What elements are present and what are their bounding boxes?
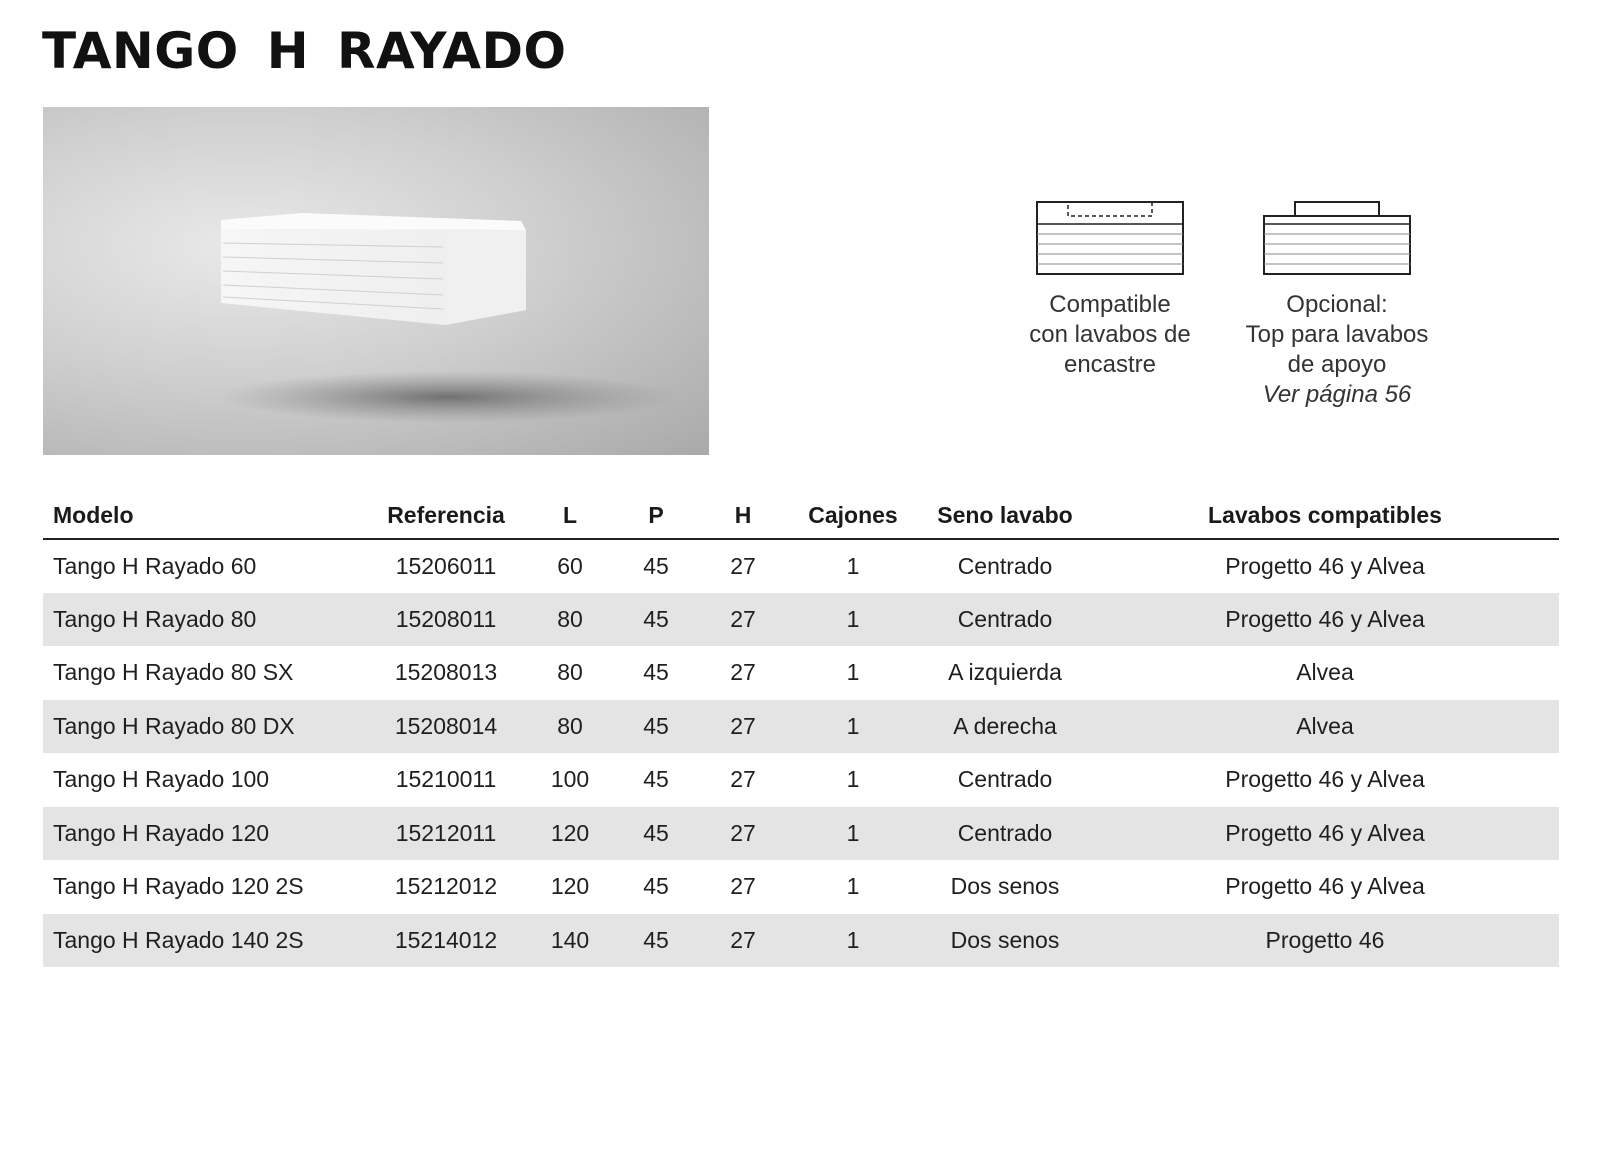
cell-seno-lavabo: A izquierda	[948, 659, 1062, 686]
cell-modelo: Tango H Rayado 120	[43, 807, 365, 861]
table-row	[43, 539, 1559, 593]
cell-h: 27	[699, 700, 787, 754]
cell-seno-lavabo: Centrado	[957, 552, 1053, 579]
cell-h: 27	[730, 873, 756, 900]
cell-lavabos-compatibles: Progetto 46 y Alvea	[1225, 766, 1425, 793]
table-row	[43, 593, 1559, 647]
table-row	[43, 807, 1559, 861]
table-row	[43, 646, 1559, 700]
cell-lavabos-compatibles: Progetto 46 y Alvea	[1225, 552, 1425, 579]
header-l: L	[527, 493, 613, 539]
cell-p: 45	[613, 593, 699, 647]
cell-modelo: Tango H Rayado 80	[43, 593, 365, 647]
cell-cajones: 1	[846, 766, 860, 793]
cell-modelo: Tango H Rayado 140 2S	[43, 914, 365, 968]
cell-seno-lavabo: Centrado	[957, 766, 1053, 793]
cell-l: 80	[527, 593, 613, 647]
cell-cajones: 1	[787, 807, 919, 861]
product-photo	[43, 107, 709, 455]
table-row	[43, 753, 1559, 807]
cell-modelo: Tango H Rayado 100	[53, 766, 270, 793]
inset-basin-icon	[1035, 200, 1185, 276]
cell-p: 45	[613, 700, 699, 754]
header-lavabos-compatibles: Lavabos compatibles	[1091, 493, 1559, 539]
cell-l: 80	[527, 700, 613, 754]
page-reference-note[interactable]: Ver página 56	[1262, 381, 1412, 408]
cell-referencia: 15206011	[395, 552, 497, 579]
cell-h: 27	[699, 914, 787, 968]
cell-modelo: Tango H Rayado 80 DX	[43, 700, 365, 754]
table-row	[43, 914, 1559, 968]
diagram-top-apoyo	[1222, 200, 1452, 410]
cell-referencia: 15214012	[365, 914, 527, 968]
cell-seno-lavabo: Centrado	[919, 807, 1091, 861]
cell-l: 140	[527, 914, 613, 968]
diagram-caption: Compatible con lavabos de encastre	[1029, 291, 1191, 378]
cell-seno-lavabo: Dos senos	[919, 914, 1091, 968]
cell-l: 100	[550, 766, 590, 793]
cell-l: 60	[557, 552, 583, 579]
cell-lavabos-compatibles: Progetto 46 y Alvea	[1091, 807, 1559, 861]
header-modelo: Modelo	[43, 493, 365, 539]
cell-cajones: 1	[846, 552, 860, 579]
cell-p: 45	[643, 552, 669, 579]
cell-h: 27	[730, 766, 756, 793]
cell-modelo: Tango H Rayado 60	[53, 552, 257, 579]
cell-referencia: 15212011	[365, 807, 527, 861]
cell-p: 45	[613, 914, 699, 968]
table-row	[43, 700, 1559, 754]
cell-h: 27	[699, 593, 787, 647]
cell-lavabos-compatibles: Alvea	[1091, 700, 1559, 754]
diagram-caption: Opcional: Top para lavabos de apoyo Ver página 56	[1222, 290, 1452, 410]
cell-p: 45	[643, 766, 669, 793]
cell-cajones: 1	[846, 659, 860, 686]
cell-referencia: 15210011	[395, 766, 497, 793]
cell-p: 45	[643, 873, 669, 900]
header-cajones: Cajones	[787, 493, 919, 539]
cell-lavabos-compatibles: Progetto 46	[1091, 914, 1559, 968]
cell-lavabos-compatibles: Progetto 46 y Alvea	[1091, 593, 1559, 647]
spec-table	[43, 493, 1559, 967]
cell-referencia: 15208014	[365, 700, 527, 754]
cell-l: 120	[527, 807, 613, 861]
table-row	[43, 860, 1559, 914]
cell-l: 120	[550, 873, 590, 900]
header-referencia: Referencia	[365, 493, 527, 539]
header-h: H	[699, 493, 787, 539]
table-header-row	[43, 493, 1559, 539]
cell-lavabos-compatibles: Alvea	[1296, 659, 1354, 686]
cell-modelo: Tango H Rayado 120 2S	[53, 873, 304, 900]
cell-cajones: 1	[787, 914, 919, 968]
page-title: TANGO H RAYADO	[42, 22, 567, 80]
cell-referencia: 15208013	[394, 659, 498, 686]
header-p: P	[613, 493, 699, 539]
cell-modelo: Tango H Rayado 80 SX	[53, 659, 294, 686]
header-seno-lavabo: Seno lavabo	[919, 493, 1091, 539]
cell-seno-lavabo: A derecha	[919, 700, 1091, 754]
cell-cajones: 1	[787, 700, 919, 754]
cell-p: 45	[643, 659, 669, 686]
cell-p: 45	[613, 807, 699, 861]
cell-cajones: 1	[787, 593, 919, 647]
cell-seno-lavabo: Centrado	[919, 593, 1091, 647]
cell-h: 27	[730, 659, 756, 686]
cell-seno-lavabo: Dos senos	[950, 873, 1060, 900]
cell-l: 80	[557, 659, 583, 686]
cell-h: 27	[730, 552, 756, 579]
cell-cajones: 1	[846, 873, 860, 900]
countertop-basin-icon	[1262, 200, 1412, 276]
diagram-encastre	[995, 200, 1225, 380]
cell-referencia: 15212012	[394, 873, 498, 900]
cell-lavabos-compatibles: Progetto 46 y Alvea	[1225, 873, 1425, 900]
cell-referencia: 15208011	[365, 593, 527, 647]
cell-h: 27	[699, 807, 787, 861]
